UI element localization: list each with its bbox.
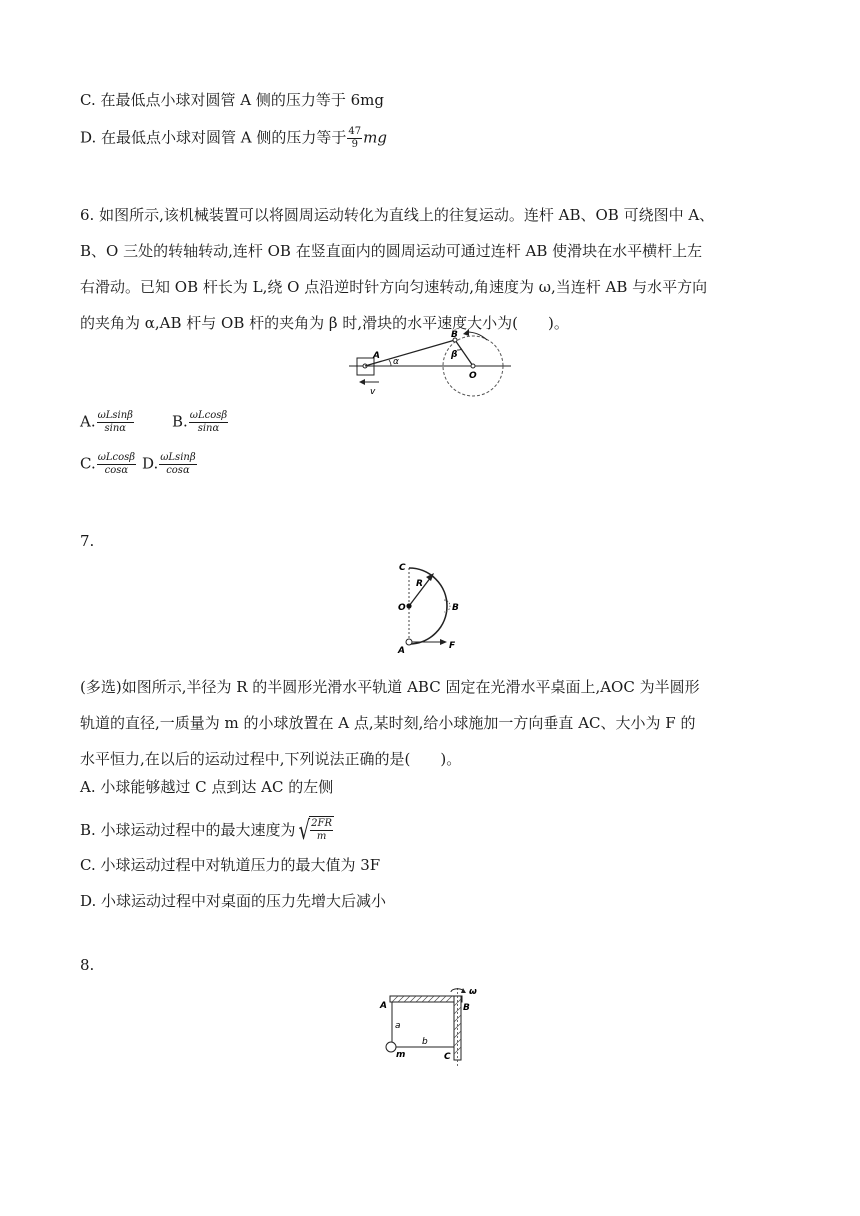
label-mass-m: m xyxy=(396,1050,406,1060)
label-c-point: C xyxy=(444,1052,451,1062)
label-c: C xyxy=(399,563,406,573)
q7-stem-line: 轨道的直径,一质量为 m 的小球放置在 A 点,某时刻,给小球施加一方向垂直 AC、大小为 F 的 xyxy=(80,714,696,732)
q7-option-b-sqrt xyxy=(296,816,334,846)
q8-number: 8. xyxy=(80,956,95,974)
label-a: A xyxy=(398,646,405,655)
q7-option-d: D. 小球运动过程中对桌面的压力先增大后减小 xyxy=(80,892,387,910)
option-label: B. xyxy=(172,412,188,431)
q6-option-d xyxy=(142,452,198,477)
q5-option-d-unit: mg xyxy=(363,128,387,147)
q6-option-b xyxy=(172,410,229,435)
label-beta: β xyxy=(451,350,458,360)
q7-stem-line: (多选)如图所示,半径为 R 的半圆形光滑水平轨道 ABC 固定在光滑水平桌面上,AOC 为半圆形 xyxy=(80,678,700,696)
label-v: v xyxy=(370,387,376,397)
fraction-denominator: cosα xyxy=(104,465,129,476)
fraction-numerator: 2FR xyxy=(311,818,332,829)
q5-option-d-fraction xyxy=(347,126,362,151)
q7-option-c: C. 小球运动过程中对轨道压力的最大值为 3F xyxy=(80,856,381,874)
fraction-numerator: ωLcosβ xyxy=(97,452,136,463)
label-b: B xyxy=(451,330,458,340)
label-string-b: b xyxy=(422,1037,428,1047)
q7-semicircle-track-diagram xyxy=(392,560,472,655)
label-r: R xyxy=(416,579,423,589)
fraction-numerator: 47 xyxy=(348,126,362,137)
q6-stem xyxy=(80,197,780,341)
option-fraction xyxy=(159,452,196,477)
fraction-numerator: ωLsinβ xyxy=(97,410,133,421)
option-label: D. xyxy=(142,454,159,473)
label-b: B xyxy=(452,603,459,613)
label-o: O xyxy=(469,371,477,381)
label-omega: ω xyxy=(469,987,477,997)
option-fraction xyxy=(189,410,228,435)
label-alpha: α xyxy=(393,357,399,367)
q6-stem-line: 右滑动。已知 OB 杆长为 L,绕 O 点沿逆时针方向匀速转动,角速度为 ω,当连杆 AB 与水平方向 xyxy=(80,278,708,296)
q7-stem-line: 水平恒力,在以后的运动过程中,下列说法正确的是( )。 xyxy=(80,750,462,768)
q7-option-b xyxy=(80,816,334,846)
q8-rotating-frame-diagram xyxy=(376,984,488,1068)
q6-option-c xyxy=(80,452,137,477)
q7-option-a: A. 小球能够越过 C 点到达 AC 的左侧 xyxy=(80,778,334,796)
fraction-denominator: sinα xyxy=(197,423,220,434)
q6-crank-slider-diagram xyxy=(345,328,515,400)
option-label: C. xyxy=(80,454,96,473)
fraction-numerator: ωLcosβ xyxy=(189,410,228,421)
q7-option-b-text: B. 小球运动过程中的最大速度为 xyxy=(80,821,296,839)
q7-number: 7. xyxy=(80,532,95,550)
q5-option-d-text: D. 在最低点小球对圆管 A 侧的压力等于 xyxy=(80,128,347,147)
sqrt-fraction xyxy=(310,818,333,843)
fraction-denominator: m xyxy=(316,831,327,842)
option-fraction xyxy=(97,452,136,477)
label-a: A xyxy=(373,351,380,361)
label-string-a: a xyxy=(395,1021,401,1031)
fraction-denominator: sinα xyxy=(104,423,127,434)
q5-option-c: C. 在最低点小球对圆管 A 侧的压力等于 6mg xyxy=(80,91,384,109)
fraction-numerator: ωLsinβ xyxy=(160,452,196,463)
option-label: A. xyxy=(80,412,96,431)
option-fraction xyxy=(97,410,134,435)
q6-stem-line: B、O 三处的转轴转动,连杆 OB 在竖直面内的圆周运动可通过连杆 AB 使滑块在水平横杆上左 xyxy=(80,242,703,260)
q6-stem-line: 6. 如图所示,该机械装置可以将圆周运动转化为直线上的往复运动。连杆 AB、OB 可绕图中 A、 xyxy=(80,206,715,224)
q6-stem-line: 的夹角为 α,AB 杆与 OB 杆的夹角为 β 时,滑块的水平速度大小为( )。 xyxy=(80,314,569,332)
label-o: O xyxy=(398,603,406,613)
label-f: F xyxy=(449,641,456,651)
q7-stem xyxy=(80,669,780,777)
fraction-denominator: 9 xyxy=(351,139,358,150)
q6-option-a xyxy=(80,410,135,435)
label-a-point: A xyxy=(380,1001,387,1011)
q5-option-d xyxy=(80,126,387,151)
fraction-denominator: cosα xyxy=(166,465,190,476)
sqrt-sign: √ xyxy=(298,816,310,846)
label-b-point: B xyxy=(463,1003,470,1013)
